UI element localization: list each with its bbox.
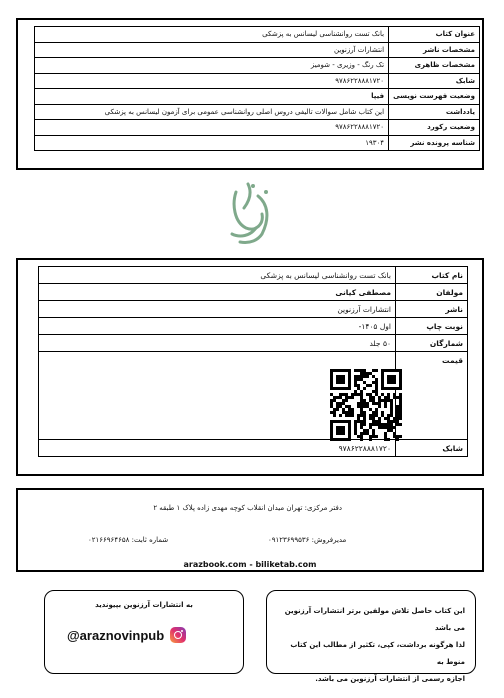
row-label: ناشر: [396, 301, 468, 318]
row-label: مشخصات ناشر: [389, 42, 480, 58]
landline-phone: شماره ثابت: ۰۲۱۶۶۹۶۴۶۵۸: [88, 536, 169, 544]
table-row: [35, 89, 480, 105]
instagram-row[interactable]: [67, 627, 186, 643]
qr-code: [330, 369, 402, 441]
row-value: ۹۷۸۶۲۲۸۸۸۱۷۲۰: [35, 120, 389, 136]
table-row: [39, 267, 468, 284]
price-label: قیمت: [396, 352, 468, 440]
publisher-logo: [222, 178, 278, 250]
table-row: [39, 352, 468, 440]
book-details-box: [16, 258, 484, 476]
row-label: وضعیت فهرست نویسی: [389, 89, 480, 105]
join-text: به انتشارات آرزنوین بپیوندید: [95, 601, 193, 609]
table-row: [35, 135, 480, 151]
row-label: یادداشت: [389, 104, 480, 120]
table-row: [35, 104, 480, 120]
row-value: فیپا: [35, 89, 389, 105]
copyright-line: اجازه رسمی از انتشارات آرزنوین می باشد.: [315, 675, 465, 683]
bibliographic-table: [34, 26, 480, 151]
contact-box: [16, 488, 484, 572]
row-value: بانک تست روانشناسی لیسانس به پزشکی: [35, 27, 389, 43]
row-value: ۹۷۸۶۲۲۸۸۸۱۷۲۰: [35, 73, 389, 89]
row-value: ۱۹۳۰۴: [35, 135, 389, 151]
table-row: [39, 301, 468, 318]
row-label: عنوان کتاب: [389, 27, 480, 43]
row-label: مشخصات ظاهری: [389, 58, 480, 74]
row-value: انتشارات آرزنوین: [35, 42, 389, 58]
isbn-label: شابک: [396, 440, 468, 457]
instagram-icon: [170, 627, 186, 643]
copyright-line: این کتاب حاصل تلاش مولفین برتر انتشارات آرزنوین می باشد: [284, 607, 465, 632]
social-box: [44, 590, 244, 674]
row-label: وضعیت رکورد: [389, 120, 480, 136]
table-row: [39, 335, 468, 352]
row-label: شناسه پرونده نشر: [389, 135, 480, 151]
row-value: تک رنگ - وزیری - شومیز: [35, 58, 389, 74]
bibliographic-box: [16, 18, 484, 170]
row-value: اول ۱۴۰۵-: [39, 318, 396, 335]
sales-manager-phone: مدیرفروش: ۰۹۱۲۳۶۹۹۵۳۶: [268, 536, 347, 544]
row-label: شمارگان: [396, 335, 468, 352]
copyright-line: لذا هرگونه برداشت، کپی، تکثیر از مطالب این کتاب منوط به: [290, 641, 465, 666]
row-label: نوبت چاپ: [396, 318, 468, 335]
row-value: بانک تست روانشناسی لیسانس به پزشکی: [39, 267, 396, 284]
instagram-handle[interactable]: @araznovinpub: [67, 627, 165, 643]
row-value: مصطفی کیانی: [39, 284, 396, 301]
table-row: [35, 42, 480, 58]
websites-link[interactable]: arazbook.com - biliketab.com: [183, 560, 317, 569]
row-label: مولفان: [396, 284, 468, 301]
row-value: ۵۰ جلد: [39, 335, 396, 352]
table-row: [35, 58, 480, 74]
row-value: انتشارات آرزنوین: [39, 301, 396, 318]
table-row: [35, 120, 480, 136]
table-row: [35, 73, 480, 89]
table-row: [39, 440, 468, 457]
table-row: [39, 284, 468, 301]
isbn-value: ۹۷۸۶۲۲۸۸۸۱۷۲۰: [39, 440, 396, 457]
row-value: این کتاب شامل سوالات تالیفی دروس اصلی روانشناسی عمومی برای آزمون لیسانس به پزشکی: [35, 104, 389, 120]
copyright-text: [275, 603, 465, 688]
table-row: [39, 318, 468, 335]
row-label: شابک: [389, 73, 480, 89]
row-label: نام کتاب: [396, 267, 468, 284]
copyright-box: [266, 590, 476, 683]
table-row: [35, 27, 480, 43]
address-text: دفتر مرکزی: تهران میدان انقلاب کوچه مهدی زاده پلاک ۱ طبقه ۲: [153, 504, 342, 512]
details-table: [38, 266, 468, 457]
